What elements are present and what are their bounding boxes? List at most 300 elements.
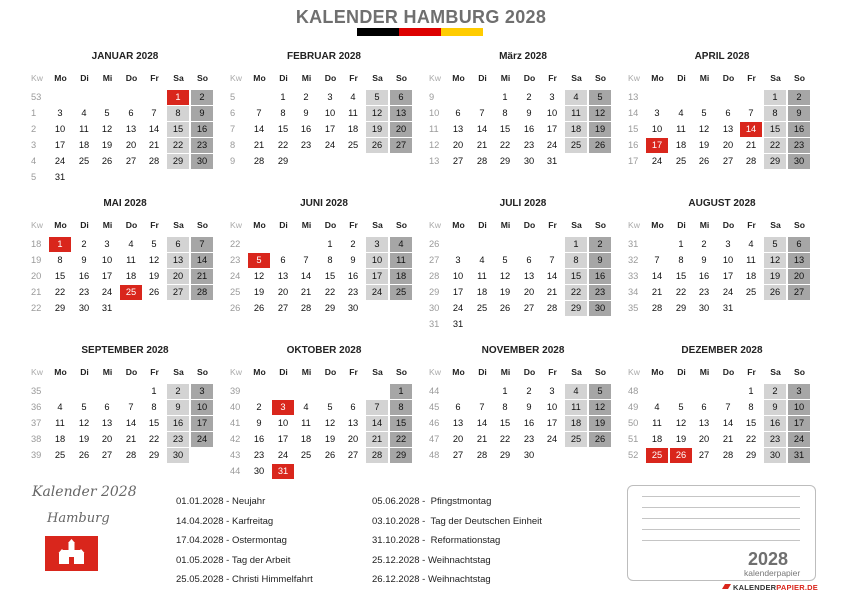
week-number-header: Kw: [429, 367, 441, 377]
day-cell: 27: [698, 450, 710, 460]
day-cell: 29: [675, 303, 687, 313]
month-name: NOVEMBER 2028: [481, 345, 565, 356]
weekday-header: Do: [523, 73, 536, 83]
day-cell: 9: [167, 400, 189, 415]
day-cell: 17: [452, 287, 464, 297]
day-cell: 26: [698, 156, 710, 166]
weekday-header: Sa: [173, 367, 184, 377]
weekday-header: Mi: [301, 367, 312, 377]
weekday-header: Mi: [102, 367, 113, 377]
day-cell: 28: [546, 303, 558, 313]
day-cell: 9: [526, 108, 532, 118]
day-cell: 7: [725, 402, 731, 412]
day-cell: 8: [678, 255, 684, 265]
brand-year: 2028: [748, 549, 789, 569]
weekday-header: Mo: [54, 73, 67, 83]
day-cell: 30: [589, 301, 611, 316]
week-number: 46: [429, 418, 440, 428]
week-number-header: Kw: [230, 220, 242, 230]
week-number: 28: [429, 271, 440, 281]
weekday-header: So: [197, 73, 208, 83]
day-cell: 13: [452, 418, 464, 428]
month-name: SEPTEMBER 2028: [81, 345, 169, 356]
day-cell: 25: [745, 287, 757, 297]
day-cell: 28: [191, 285, 213, 300]
day-cell: 22: [764, 138, 786, 153]
week-number: 52: [628, 450, 639, 460]
day-cell: 4: [479, 255, 485, 265]
day-cell: 1: [390, 384, 412, 399]
weekday-header: Sa: [770, 220, 781, 230]
month-name: OKTOBER 2028: [286, 345, 362, 356]
week-number: 39: [31, 450, 42, 460]
day-cell: 8: [502, 108, 508, 118]
day-cell: 31: [101, 303, 113, 313]
day-cell: 1: [502, 92, 508, 102]
day-cell: 23: [253, 450, 265, 460]
day-cell: 28: [722, 450, 734, 460]
day-cell: 1: [280, 92, 286, 102]
day-cell: 4: [350, 92, 356, 102]
weekday-header: Fr: [747, 220, 756, 230]
day-cell: 2: [303, 92, 309, 102]
week-number: 34: [628, 287, 639, 297]
day-cell: 26: [253, 303, 265, 313]
day-cell: 10: [191, 400, 213, 415]
day-cell: 18: [565, 416, 587, 431]
week-number: 26: [429, 239, 440, 249]
week-number-header: Kw: [31, 220, 43, 230]
day-cell: 9: [788, 106, 810, 121]
weekday-header: Mo: [253, 73, 266, 83]
weekday-header: Sa: [372, 73, 383, 83]
day-cell: 14: [125, 418, 137, 428]
holiday-day-cell: 14: [740, 122, 762, 137]
day-cell: 24: [722, 287, 734, 297]
day-cell: 3: [549, 386, 555, 396]
day-cell: 22: [167, 138, 189, 153]
day-cell: 16: [167, 416, 189, 431]
week-number: 22: [31, 303, 42, 313]
day-cell: 30: [698, 303, 710, 313]
day-cell: 15: [148, 418, 160, 428]
day-cell: 8: [57, 255, 63, 265]
day-cell: 19: [698, 140, 710, 150]
day-cell: 10: [546, 402, 558, 412]
weekday-header: Sa: [372, 220, 383, 230]
week-number: 31: [628, 239, 639, 249]
day-cell: 3: [327, 92, 333, 102]
day-cell: 7: [256, 108, 262, 118]
day-cell: 23: [764, 432, 786, 447]
day-cell: 23: [698, 287, 710, 297]
week-number: 6: [230, 108, 236, 118]
day-cell: 17: [277, 434, 289, 444]
day-cell: 17: [546, 418, 558, 428]
holiday-day-cell: 3: [272, 400, 294, 415]
week-number-header: Kw: [628, 367, 640, 377]
day-cell: 29: [277, 156, 289, 166]
day-cell: 24: [191, 432, 213, 447]
month-name: MAI 2028: [103, 198, 147, 209]
month-name: FEBRUAR 2028: [287, 51, 361, 62]
day-cell: 16: [698, 271, 710, 281]
day-cell: 7: [479, 108, 485, 118]
weekday-header: Do: [324, 367, 337, 377]
day-cell: 31: [546, 156, 558, 166]
month-name: JANUAR 2028: [91, 51, 159, 62]
day-cell: 8: [327, 255, 333, 265]
day-cell: 10: [54, 124, 66, 134]
day-cell: 8: [390, 400, 412, 415]
week-number: 41: [230, 418, 241, 428]
week-number: 23: [230, 255, 241, 265]
day-cell: 21: [722, 434, 734, 444]
day-cell: 3: [654, 108, 660, 118]
weekday-header: Do: [324, 73, 337, 83]
day-cell: 29: [324, 303, 336, 313]
day-cell: 2: [256, 402, 262, 412]
week-number: 36: [31, 402, 42, 412]
day-cell: 25: [565, 138, 587, 153]
day-cell: 1: [502, 386, 508, 396]
day-cell: 16: [788, 122, 810, 137]
day-cell: 1: [151, 386, 157, 396]
day-cell: 13: [698, 418, 710, 428]
week-number-header: Kw: [230, 73, 242, 83]
day-cell: 30: [167, 448, 189, 463]
day-cell: 25: [390, 285, 412, 300]
week-number: 44: [230, 466, 241, 476]
week-number: 20: [31, 271, 42, 281]
day-cell: 15: [324, 271, 336, 281]
day-cell: 14: [253, 124, 265, 134]
day-cell: 30: [788, 154, 810, 169]
day-cell: 4: [57, 402, 63, 412]
weekday-header: Fr: [548, 73, 557, 83]
day-cell: 27: [452, 156, 464, 166]
week-number: 48: [628, 386, 639, 396]
day-cell: 22: [499, 434, 511, 444]
day-cell: 26: [589, 432, 611, 447]
day-cell: 31: [722, 303, 734, 313]
weekday-header: Fr: [747, 73, 756, 83]
day-cell: 22: [324, 287, 336, 297]
weekday-header: Di: [80, 220, 89, 230]
day-cell: 15: [277, 124, 289, 134]
weekday-header: Di: [677, 367, 686, 377]
day-cell: 16: [589, 269, 611, 284]
day-cell: 28: [300, 303, 312, 313]
day-cell: 13: [722, 124, 734, 134]
weekday-header: So: [794, 367, 805, 377]
weekday-header: Do: [722, 220, 735, 230]
pen-icon: [722, 584, 731, 589]
day-cell: 14: [300, 271, 312, 281]
week-number-header: Kw: [31, 367, 43, 377]
day-cell: 27: [277, 303, 289, 313]
day-cell: 8: [748, 402, 754, 412]
holiday-item: 17.04.2028 - Ostermontag: [176, 535, 287, 546]
day-cell: 27: [125, 156, 137, 166]
day-cell: 16: [347, 271, 359, 281]
day-cell: 7: [191, 237, 213, 252]
day-cell: 24: [324, 140, 336, 150]
weekday-header: Sa: [770, 73, 781, 83]
day-cell: 18: [651, 434, 663, 444]
day-cell: 13: [101, 418, 113, 428]
day-cell: 2: [350, 239, 356, 249]
day-cell: 19: [764, 269, 786, 284]
weekday-header: Di: [279, 73, 288, 83]
day-cell: 30: [764, 448, 786, 463]
day-cell: 4: [390, 237, 412, 252]
day-cell: 3: [104, 239, 110, 249]
day-cell: 2: [191, 90, 213, 105]
weekday-header: Mo: [651, 367, 664, 377]
weekday-header: Mo: [452, 220, 465, 230]
day-cell: 28: [366, 448, 388, 463]
day-cell: 29: [390, 448, 412, 463]
weekday-header: Di: [478, 73, 487, 83]
day-cell: 4: [303, 402, 309, 412]
week-number: 5: [230, 92, 236, 102]
day-cell: 15: [764, 122, 786, 137]
day-cell: 28: [125, 450, 137, 460]
day-cell: 10: [452, 271, 464, 281]
day-cell: 3: [57, 108, 63, 118]
weekday-header: Mo: [452, 73, 465, 83]
weekday-header: Di: [478, 220, 487, 230]
day-cell: 16: [523, 124, 535, 134]
weekday-header: Mo: [253, 367, 266, 377]
weekday-header: Di: [80, 367, 89, 377]
month-name: JULI 2028: [499, 198, 547, 209]
day-cell: 13: [452, 124, 464, 134]
day-cell: 17: [54, 140, 66, 150]
day-cell: 5: [502, 255, 508, 265]
day-cell: 12: [675, 418, 687, 428]
week-number: 10: [429, 108, 440, 118]
week-number: 11: [429, 124, 439, 134]
weekday-header: So: [396, 367, 407, 377]
week-number: 29: [429, 287, 440, 297]
day-cell: 2: [788, 90, 810, 105]
week-number-header: Kw: [429, 220, 441, 230]
day-cell: 2: [167, 384, 189, 399]
day-cell: 2: [526, 92, 532, 102]
day-cell: 25: [347, 140, 359, 150]
day-cell: 30: [523, 156, 535, 166]
day-cell: 27: [788, 285, 810, 300]
day-cell: 24: [452, 303, 464, 313]
holiday-item: 26.12.2028 - Weihnachtstag: [372, 574, 491, 585]
day-cell: 14: [148, 124, 160, 134]
weekday-header: Di: [279, 367, 288, 377]
week-number: 21: [31, 287, 42, 297]
day-cell: 17: [788, 416, 810, 431]
week-number: 48: [429, 450, 440, 460]
day-cell: 23: [191, 138, 213, 153]
day-cell: 21: [300, 287, 312, 297]
day-cell: 3: [549, 92, 555, 102]
week-number: 33: [628, 271, 639, 281]
day-cell: 18: [476, 287, 488, 297]
weekday-header: Mo: [651, 220, 664, 230]
day-cell: 25: [54, 450, 66, 460]
day-cell: 6: [167, 237, 189, 252]
day-cell: 9: [81, 255, 87, 265]
day-cell: 11: [126, 255, 136, 265]
day-cell: 12: [589, 400, 611, 415]
day-cell: 17: [101, 271, 113, 281]
day-cell: 2: [764, 384, 786, 399]
day-cell: 10: [722, 255, 734, 265]
script-title: Kalender 2028: [32, 484, 137, 500]
day-cell: 21: [366, 432, 388, 447]
day-cell: 7: [748, 108, 754, 118]
day-cell: 16: [78, 271, 90, 281]
day-cell: 3: [455, 255, 461, 265]
day-cell: 25: [476, 303, 488, 313]
week-number: 24: [230, 271, 241, 281]
holiday-day-cell: 25: [120, 285, 142, 300]
week-number: 17: [628, 156, 639, 166]
week-number: 25: [230, 287, 241, 297]
day-cell: 10: [277, 418, 289, 428]
weekday-header: Mi: [301, 73, 312, 83]
day-cell: 13: [788, 253, 810, 268]
day-cell: 19: [253, 287, 265, 297]
day-cell: 7: [366, 400, 388, 415]
weekday-header: Di: [80, 73, 89, 83]
day-cell: 27: [390, 138, 412, 153]
day-cell: 9: [526, 402, 532, 412]
day-cell: 18: [675, 140, 687, 150]
week-number-header: Kw: [230, 367, 242, 377]
weekday-header: Di: [677, 220, 686, 230]
weekday-header: Mi: [699, 73, 710, 83]
weekday-header: So: [197, 220, 208, 230]
week-number: 8: [230, 140, 236, 150]
day-cell: 26: [589, 138, 611, 153]
week-number: 31: [429, 319, 440, 329]
day-cell: 30: [253, 466, 265, 476]
day-cell: 19: [324, 434, 336, 444]
day-cell: 4: [748, 239, 754, 249]
day-cell: 15: [565, 269, 587, 284]
day-cell: 7: [479, 402, 485, 412]
day-cell: 17: [191, 416, 213, 431]
day-cell: 4: [128, 239, 134, 249]
week-number: 43: [230, 450, 241, 460]
day-cell: 21: [651, 287, 663, 297]
day-cell: 9: [764, 400, 786, 415]
weekday-header: Mo: [253, 220, 266, 230]
day-cell: 29: [745, 450, 757, 460]
day-cell: 15: [390, 416, 412, 431]
day-cell: 23: [347, 287, 359, 297]
day-cell: 3: [191, 384, 213, 399]
week-number: 15: [628, 124, 639, 134]
day-cell: 19: [101, 140, 113, 150]
day-cell: 24: [788, 432, 810, 447]
day-cell: 8: [764, 106, 786, 121]
day-cell: 23: [523, 434, 535, 444]
day-cell: 5: [151, 239, 157, 249]
holiday-day-cell: 5: [248, 253, 270, 268]
week-number: 16: [628, 140, 639, 150]
week-number-header: Kw: [628, 220, 640, 230]
day-cell: 25: [78, 156, 90, 166]
day-cell: 30: [347, 303, 359, 313]
day-cell: 8: [565, 253, 587, 268]
day-cell: 11: [390, 253, 412, 268]
weekday-header: Fr: [548, 220, 557, 230]
hamburg-castle-icon: [45, 536, 98, 571]
day-cell: 24: [54, 156, 66, 166]
weekday-header: Sa: [571, 367, 582, 377]
weekday-header: Sa: [173, 220, 184, 230]
day-cell: 5: [764, 237, 786, 252]
script-city: Hamburg: [47, 511, 110, 526]
day-cell: 14: [651, 271, 663, 281]
day-cell: 6: [128, 108, 134, 118]
day-cell: 5: [327, 402, 333, 412]
day-cell: 30: [191, 154, 213, 169]
weekday-header: Mi: [699, 220, 710, 230]
day-cell: 14: [476, 418, 488, 428]
day-cell: 22: [54, 287, 66, 297]
day-cell: 19: [148, 271, 160, 281]
day-cell: 3: [725, 239, 731, 249]
day-cell: 27: [452, 450, 464, 460]
week-number: 2: [31, 124, 37, 134]
month-name: DEZEMBER 2028: [681, 345, 763, 356]
day-cell: 23: [78, 287, 90, 297]
day-cell: 26: [78, 450, 90, 460]
weekday-header: Mi: [500, 220, 511, 230]
weekday-header: Fr: [150, 220, 159, 230]
week-number: 9: [230, 156, 236, 166]
holiday-item: 31.10.2028 - Reformationstag: [372, 535, 501, 546]
day-cell: 14: [722, 418, 734, 428]
day-cell: 28: [148, 156, 160, 166]
day-cell: 17: [546, 124, 558, 134]
day-cell: 10: [366, 253, 388, 268]
day-cell: 12: [78, 418, 90, 428]
weekday-header: Sa: [372, 367, 383, 377]
day-cell: 22: [277, 140, 289, 150]
weekday-header: Do: [125, 367, 138, 377]
day-cell: 16: [523, 418, 535, 428]
week-number: 35: [31, 386, 42, 396]
weekday-header: Mi: [102, 73, 113, 83]
day-cell: 23: [523, 140, 535, 150]
day-cell: 14: [191, 253, 213, 268]
day-cell: 20: [722, 140, 734, 150]
day-cell: 29: [565, 301, 587, 316]
day-cell: 6: [788, 237, 810, 252]
day-cell: 1: [678, 239, 684, 249]
week-number: 38: [31, 434, 42, 444]
day-cell: 6: [526, 255, 532, 265]
brand-website[interactable]: [733, 583, 818, 592]
day-cell: 17: [722, 271, 734, 281]
day-cell: 31: [54, 172, 66, 182]
day-cell: 1: [565, 237, 587, 252]
day-cell: 20: [452, 434, 464, 444]
